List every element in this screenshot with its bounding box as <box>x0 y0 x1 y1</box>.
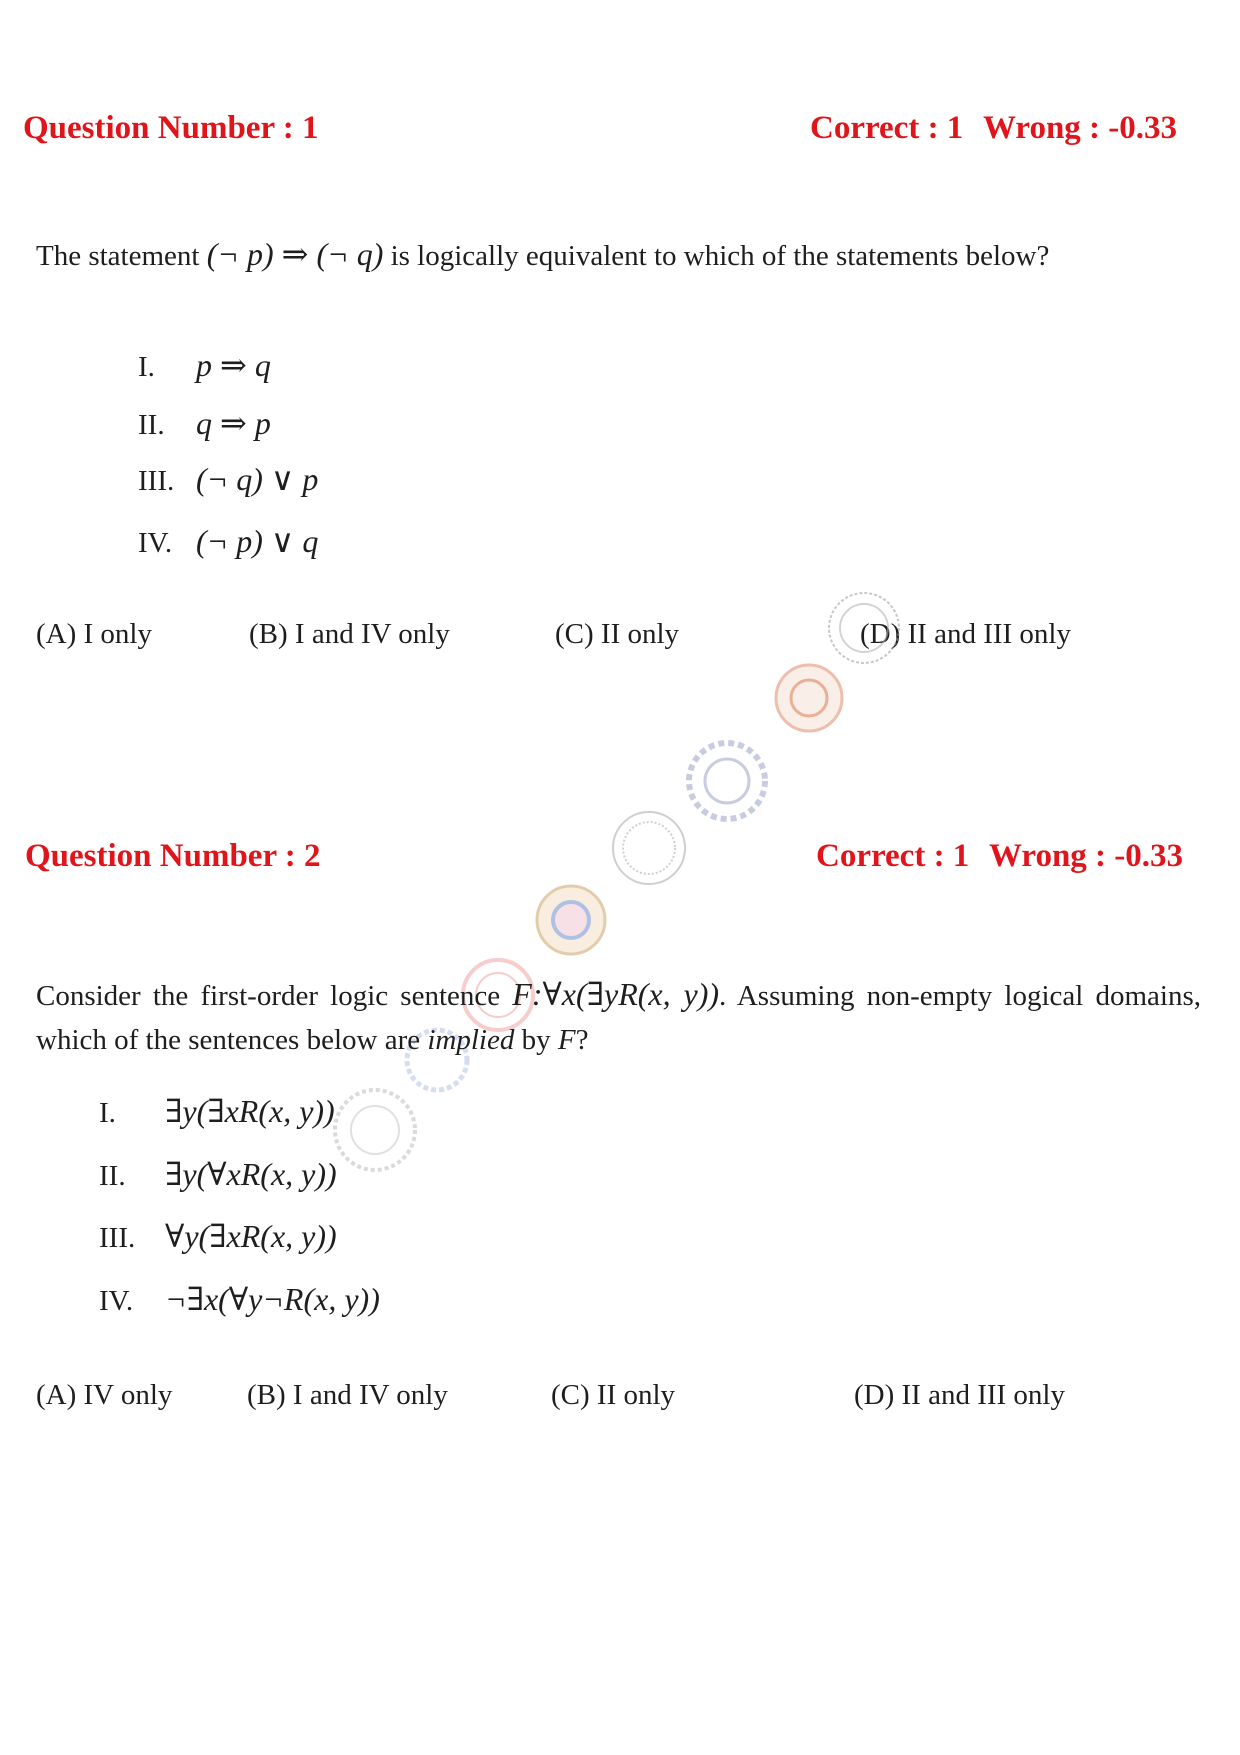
question-1-option-a[interactable] <box>36 618 152 651</box>
item-formula: ∀y(∃xR(x, y)) <box>165 1218 337 1254</box>
question-2-option-a[interactable] <box>36 1379 172 1412</box>
item-number: III. <box>138 465 175 497</box>
item-formula: (¬ p) ∨ q <box>196 523 319 559</box>
item-number: IV. <box>138 527 173 559</box>
question-2-wrong-mark: Wrong : -0.33 <box>989 838 1184 874</box>
watermark-grey-emblem-icon <box>330 1085 420 1175</box>
option-letter: (B) <box>249 618 288 650</box>
item-formula: p ⇒ q <box>196 347 271 383</box>
option-text: I and IV only <box>294 618 450 650</box>
item-formula: q ⇒ p <box>196 405 271 441</box>
item-number: II. <box>138 409 165 441</box>
item-number: II. <box>99 1160 126 1192</box>
option-text: II only <box>600 618 680 650</box>
item-number: I. <box>138 351 155 383</box>
question-1-item-3 <box>138 460 318 498</box>
stem-text: The statement <box>36 240 207 272</box>
question-2-option-d[interactable] <box>854 1379 1065 1412</box>
question-2-item-4 <box>99 1280 380 1318</box>
stem-text-middle: . Assuming non-empty logical domains, which of the sentences below are <box>36 980 1202 1056</box>
question-1-item-4 <box>138 522 318 560</box>
option-text: II and III only <box>901 1379 1065 1411</box>
item-number: IV. <box>99 1285 134 1317</box>
stem-question-mark: ? <box>575 1024 589 1056</box>
stem-variable: F <box>557 1024 576 1056</box>
option-letter: (D) <box>860 618 901 650</box>
question-1-option-c[interactable] <box>555 618 679 651</box>
option-letter: (D) <box>854 1379 895 1411</box>
question-2-header: Question Number : 2 <box>25 838 321 874</box>
question-2-item-2 <box>99 1155 337 1193</box>
stem-formula: (¬ p) ⇒ (¬ q) <box>206 236 384 272</box>
question-1-correct-mark: Correct : 1 <box>810 110 964 146</box>
question-2-option-c[interactable] <box>551 1379 675 1412</box>
question-2-option-b[interactable] <box>247 1379 448 1412</box>
question-1-item-1 <box>138 346 271 384</box>
option-letter: (A) <box>36 1379 77 1411</box>
option-text: II only <box>596 1379 676 1411</box>
question-1-wrong-mark: Wrong : -0.33 <box>983 110 1178 146</box>
item-formula: (¬ q) ∨ p <box>196 461 319 497</box>
option-letter: (A) <box>36 618 77 650</box>
stem-text-end: is logically equivalent to which of the statements below? <box>383 240 1050 272</box>
watermark-yin-yang-icon <box>531 880 611 960</box>
option-text: I and IV only <box>292 1379 448 1411</box>
watermark-emblem-icon <box>773 662 845 734</box>
watermark-gear-icon <box>683 737 771 825</box>
item-formula: ∃y(∀xR(x, y)) <box>165 1156 337 1192</box>
stem-emphasis: implied <box>427 1024 515 1056</box>
option-letter: (B) <box>247 1379 286 1411</box>
question-2-item-1 <box>99 1092 335 1130</box>
question-1-stem <box>36 232 1049 278</box>
question-1-item-2 <box>138 404 271 442</box>
question-2-item-3 <box>99 1217 337 1255</box>
item-number: I. <box>99 1097 116 1129</box>
stem-text: Consider the first-order logic sentence <box>36 980 513 1012</box>
question-2-stem <box>36 972 1201 1062</box>
item-formula: ∃y(∃xR(x, y)) <box>165 1093 335 1129</box>
question-1-option-b[interactable] <box>249 618 450 651</box>
option-letter: (C) <box>555 618 594 650</box>
option-letter: (C) <box>551 1379 590 1411</box>
stem-formula: F:∀x(∃yR(x, y)) <box>512 976 720 1012</box>
item-formula: ¬∃x(∀y¬R(x, y)) <box>165 1281 380 1317</box>
option-text: II and III only <box>907 618 1071 650</box>
stem-text-end: by <box>514 1024 558 1056</box>
question-1-header: Question Number : 1 <box>23 110 319 146</box>
item-number: III. <box>99 1222 136 1254</box>
option-text: IV only <box>83 1379 173 1411</box>
question-2-correct-mark: Correct : 1 <box>816 838 970 874</box>
option-text: I only <box>83 618 152 650</box>
question-1-option-d[interactable] <box>860 618 1071 651</box>
watermark-round-seal-icon <box>609 808 689 888</box>
